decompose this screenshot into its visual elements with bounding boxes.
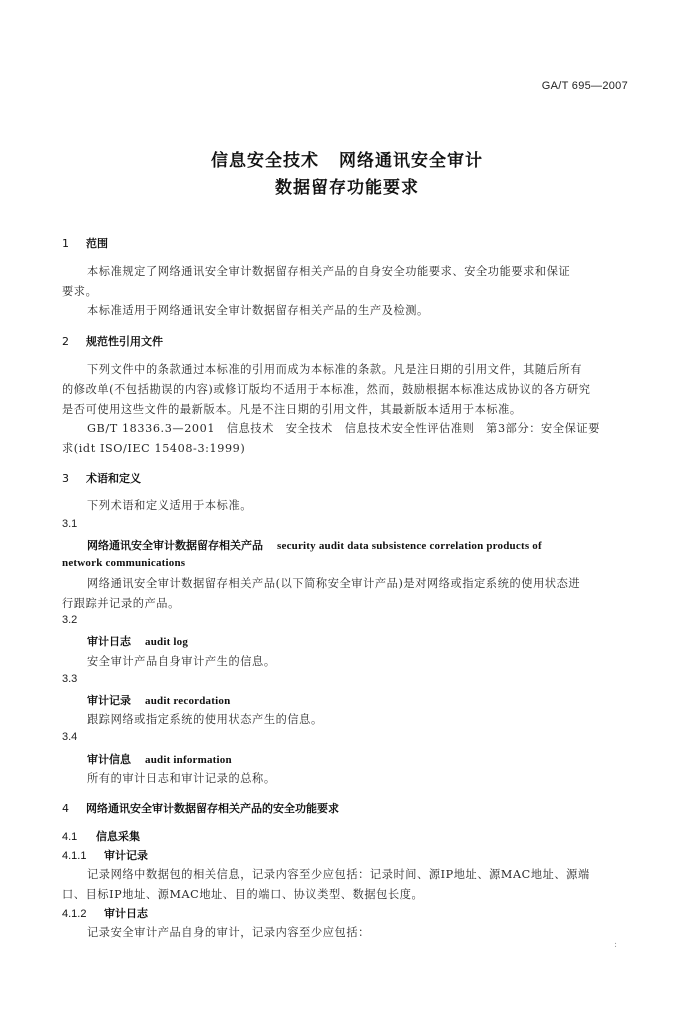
term-heading-cont: [62, 556, 185, 569]
paragraph: 要求。: [62, 285, 98, 298]
subsection-title: 信息采集: [96, 830, 140, 843]
term-en: audit log: [145, 636, 189, 648]
section-title: 网络通讯安全审计数据留存相关产品的安全功能要求: [86, 802, 339, 815]
section-3-heading: [62, 470, 141, 486]
reference-citation: 求(idt ISO/IEC 15408-3:1999): [62, 442, 246, 455]
standard-code: GA/T 695—2007: [541, 80, 628, 92]
section-1-heading: [62, 235, 108, 251]
term-heading: [87, 692, 230, 708]
subsection-4-1-2-heading: [62, 905, 148, 921]
section-title: 术语和定义: [86, 472, 141, 485]
subsection-number: 4.1.1: [62, 850, 87, 862]
term-number: 3.4: [62, 731, 78, 743]
definition: 行跟踪并记录的产品。: [62, 597, 180, 610]
section-2-heading: [62, 333, 163, 349]
term-en: security audit data subsistence correlation products of: [277, 540, 542, 552]
section-title: 规范性引用文件: [86, 335, 163, 348]
subsection-4-1-heading: [62, 828, 140, 844]
definition: 安全审计产品自身审计产生的信息。: [87, 655, 276, 668]
section-number: 2: [62, 335, 69, 348]
document-title-line2: 数据留存功能要求: [275, 178, 419, 198]
paragraph: 的修改单(不包括勘误的内容)或修订版均不适用于本标准，然而，鼓励根据本标准达成协议的各方研究: [62, 383, 591, 396]
section-title: 范围: [86, 237, 108, 250]
paragraph: 本标准适用于网络通讯安全审计数据留存相关产品的生产及检测。: [87, 304, 429, 317]
title-part2: 网络通讯安全审计: [339, 151, 483, 171]
section-number: 4: [62, 802, 69, 815]
subsection-number: 4.1: [62, 831, 78, 843]
term-number: 3.2: [62, 614, 78, 626]
title-part1: 信息安全技术: [211, 151, 319, 171]
paragraph: 是否可使用这些文件的最新版本。凡是不注日期的引用文件，其最新版本适用于本标准。: [62, 403, 522, 416]
term-number: 3.3: [62, 673, 78, 685]
document-title-line1: [0, 146, 694, 171]
term-zh: 网络通讯安全审计数据留存相关产品: [87, 539, 263, 552]
subsection-4-1-1-heading: [62, 847, 148, 863]
subsection-title: 审计日志: [104, 907, 148, 920]
section-number: 1: [62, 237, 69, 250]
section-number: 3: [62, 472, 69, 485]
scan-mark: :: [614, 940, 618, 950]
paragraph: 下列术语和定义适用于本标准。: [87, 499, 253, 512]
definition: 所有的审计日志和审计记录的总称。: [87, 772, 276, 785]
term-zh: 审计信息: [87, 753, 131, 766]
term-zh: 审计记录: [87, 694, 131, 707]
term-heading: [87, 633, 188, 649]
paragraph: 记录安全审计产品自身的审计，记录内容至少应包括：: [87, 926, 370, 939]
term-number: 3.1: [62, 518, 78, 530]
paragraph: 口、目标IP地址、源MAC地址、目的端口、协议类型、数据包长度。: [62, 888, 424, 901]
section-4-heading: [62, 800, 339, 816]
paragraph: 本标准规定了网络通讯安全审计数据留存相关产品的自身安全功能要求、安全功能要求和保证: [87, 265, 571, 278]
paragraph: 下列文件中的条款通过本标准的引用而成为本标准的条款。凡是注日期的引用文件，其随后所有: [87, 363, 583, 376]
paragraph: 记录网络中数据包的相关信息，记录内容至少应包括：记录时间、源IP地址、源MAC地址、源端: [87, 868, 590, 881]
term-en: audit recordation: [145, 695, 231, 707]
term-zh: 审计日志: [87, 635, 131, 648]
subsection-number: 4.1.2: [62, 908, 87, 920]
term-en: audit information: [145, 754, 232, 766]
definition: 跟踪网络或指定系统的使用状态产生的信息。: [87, 713, 323, 726]
term-heading: [87, 537, 542, 553]
term-heading: [87, 751, 232, 767]
reference-citation: GB/T 18336.3—2001 信息技术 安全技术 信息技术安全性评估准则 第3部分：安全保证要: [87, 422, 600, 435]
definition: 网络通讯安全审计数据留存相关产品(以下简称安全审计产品)是对网络或指定系统的使用状态进: [87, 577, 581, 590]
term-en: network communications: [62, 557, 186, 569]
subsection-title: 审计记录: [104, 849, 148, 862]
